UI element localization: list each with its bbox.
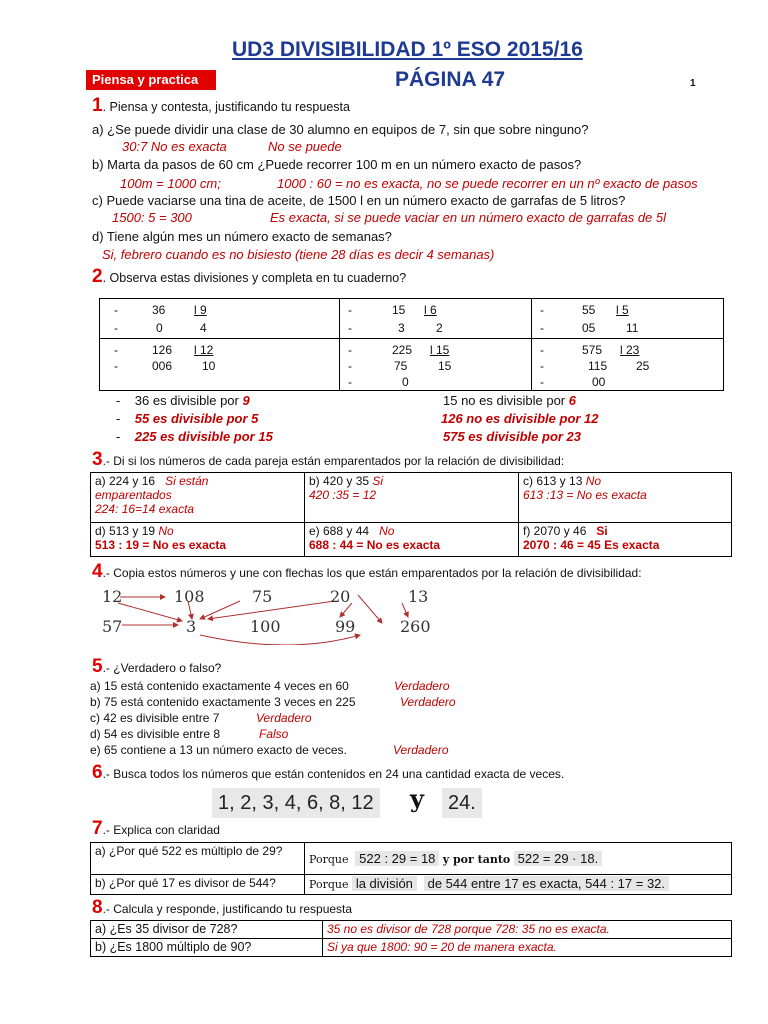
number-100: 100 (250, 617, 281, 636)
q5-item-d: d) 54 es divisible entre 8 (90, 727, 221, 741)
q6-number: 6 (92, 762, 103, 783)
q5-answer-c: Verdadero (256, 711, 312, 725)
division-cell: - 36 l 9 - 0 4 (100, 299, 340, 339)
q2-statement-3: - 55 es divisible por 5 (116, 411, 259, 426)
divisor-list: 1, 2, 3, 4, 6, 8, 12 (212, 788, 380, 818)
number-12: 12 (102, 587, 123, 606)
q4-title: .- Copia estos números y une con flechas los que están emparentados por la relación de divisibilidad: (102, 566, 642, 580)
pair-cell: a) 224 y 16 Si están emparentados 224: 16=14 exacta (91, 473, 305, 523)
number-20: 20 (330, 587, 351, 606)
q7-answer-a: Porque 522 : 29 = 18 y por tanto 522 = 29 · 18. (305, 843, 732, 875)
q5-title: .- ¿Verdadero o falso? (102, 661, 222, 675)
page-number: 1 (690, 78, 696, 89)
explain-table (90, 842, 732, 895)
q1-a-answer1: 30:7 No es exacta (122, 139, 227, 154)
q8-answer-b: Si ya que 1800: 90 = 20 de manera exacta. (323, 939, 732, 957)
page-title: UD3 DIVISIBILIDAD 1º ESO 2015/16 (232, 38, 583, 61)
q5-answer-a: Verdadero (394, 679, 450, 693)
q2-statement-4: 126 no es divisible por 12 (441, 411, 599, 426)
q1-b: b) Marta da pasos de 60 cm ¿Puede recorrer 100 m en un número exacto de pasos? (92, 157, 582, 172)
division-cell: - 225 l 15 - 75 15 - 0 (340, 339, 532, 391)
q8-answer-a: 35 no es divisor de 728 porque 728: 35 no es exacta. (323, 921, 732, 939)
division-cell: - 575 l 23 - 115 25 - 00 (532, 339, 724, 391)
division-cell: - 55 l 5 - 05 11 (532, 299, 724, 339)
number-75: 75 (252, 587, 273, 606)
q7-heading (92, 818, 220, 840)
q5-item-e: e) 65 contiene a 13 un número exacto de veces. (90, 743, 347, 757)
number-108: 108 (174, 587, 205, 606)
q3-number: 3 (92, 449, 103, 470)
pair-cell: e) 688 y 44 No 688 : 44 = No es exacta (305, 523, 519, 557)
number-13: 13 (408, 587, 429, 606)
q1-d: d) Tiene algún mes un número exacto de semanas? (92, 229, 392, 244)
number-99: 99 (335, 617, 356, 636)
q1-number: 1 (92, 95, 103, 116)
pair-cell: d) 513 y 19 No 513 : 19 = No es exacta (91, 523, 305, 557)
division-table (99, 298, 724, 391)
divisor-conjunction: y (410, 784, 424, 813)
division-cell: - 126 l 12 - 006 10 (100, 339, 340, 391)
q5-answer-d: Falso (259, 727, 289, 741)
arrow-diagram (90, 583, 450, 645)
q8-number: 8 (92, 897, 103, 918)
page-label: PÁGINA 47 (395, 68, 506, 91)
pair-cell: f) 2070 y 46 Si 2070 : 46 = 45 Es exacta (519, 523, 732, 557)
q7-title: .- Explica con claridad (102, 823, 220, 837)
q2-title: . Observa estas divisiones y completa en tu cuaderno? (102, 271, 407, 285)
q4-heading (92, 561, 642, 583)
number-3: 3 (186, 617, 197, 636)
q8-question-b: b) ¿Es 1800 múltiplo de 90? (91, 939, 323, 957)
q1-b-answer1: 100m = 1000 cm; (120, 176, 221, 191)
q5-number: 5 (92, 656, 103, 677)
section-badge: Piensa y practica (86, 70, 216, 90)
q2-statement-5: - 225 es divisible por 15 (116, 429, 273, 444)
pairs-table (90, 472, 732, 557)
number-260: 260 (400, 617, 431, 636)
q8-question-a: a) ¿Es 35 divisor de 728? (91, 921, 323, 939)
q1-c: c) Puede vaciarse una tina de aceite, de 1500 l en un número exacto de garrafas de 5 litros? (92, 193, 626, 208)
divisor-last: 24. (442, 788, 482, 818)
q5-heading (92, 656, 221, 678)
q1-d-answer: Si, febrero cuando es no bisiesto (tiene 28 días es decir 4 semanas) (102, 247, 495, 262)
division-cell: - 15 l 6 - 3 2 (340, 299, 532, 339)
q2-statement-2: 15 no es divisible por 6 (443, 393, 576, 408)
q1-c-answer2: Es exacta, si se puede vaciar en un número exacto de garrafas de 5l (270, 210, 667, 225)
q1-heading (92, 95, 350, 117)
number-57: 57 (102, 617, 123, 636)
q3-heading (92, 449, 564, 471)
q8-title: .- Calcula y responde, justificando tu respuesta (102, 902, 353, 916)
q7-question-b: b) ¿Por qué 17 es divisor de 544? (91, 875, 305, 895)
q2-number: 2 (92, 266, 103, 287)
q6-heading (92, 762, 564, 784)
q2-statement-6: 575 es divisible por 23 (443, 429, 582, 444)
q1-b-answer2: 1000 : 60 = no es exacta, no se puede recorrer en un nº exacto de pasos (277, 176, 698, 191)
q7-answer-b: Porque la división de 544 entre 17 es exacta, 544 : 17 = 32. (305, 875, 732, 895)
pair-cell: b) 420 y 35 Si 420 :35 = 12 (305, 473, 519, 523)
q7-question-a: a) ¿Por qué 522 es múltiplo de 29? (91, 843, 305, 875)
q5-answer-b: Verdadero (400, 695, 456, 709)
q4-number: 4 (92, 561, 103, 582)
q1-a-answer2: No se puede (268, 139, 342, 154)
q5-item-a: a) 15 está contenido exactamente 4 veces en 60 (90, 679, 349, 693)
q5-item-c: c) 42 es divisible entre 7 (90, 711, 220, 725)
q5-item-b: b) 75 está contenido exactamente 3 veces en 225 (90, 695, 356, 709)
q2-heading (92, 266, 406, 288)
q1-a: a) ¿Se puede dividir una clase de 30 alumno en equipos de 7, sin que sobre ninguno? (92, 122, 589, 137)
q2-statement-1: - 36 es divisible por 9 (116, 393, 250, 408)
q1-title: . Piensa y contesta, justificando tu respuesta (102, 100, 350, 114)
q3-title: .- Di si los números de cada pareja están emparentados por la relación de divisibilidad: (102, 454, 565, 468)
calc-table (90, 920, 732, 957)
q7-number: 7 (92, 818, 103, 839)
q5-answer-e: Verdadero (393, 743, 449, 757)
q1-c-answer1: 1500: 5 = 300 (112, 210, 192, 225)
pair-cell: c) 613 y 13 No 613 :13 = No es exacta (519, 473, 732, 523)
q6-title: .- Busca todos los números que están contenidos en 24 una cantidad exacta de veces. (102, 767, 565, 781)
q8-heading (92, 897, 352, 919)
